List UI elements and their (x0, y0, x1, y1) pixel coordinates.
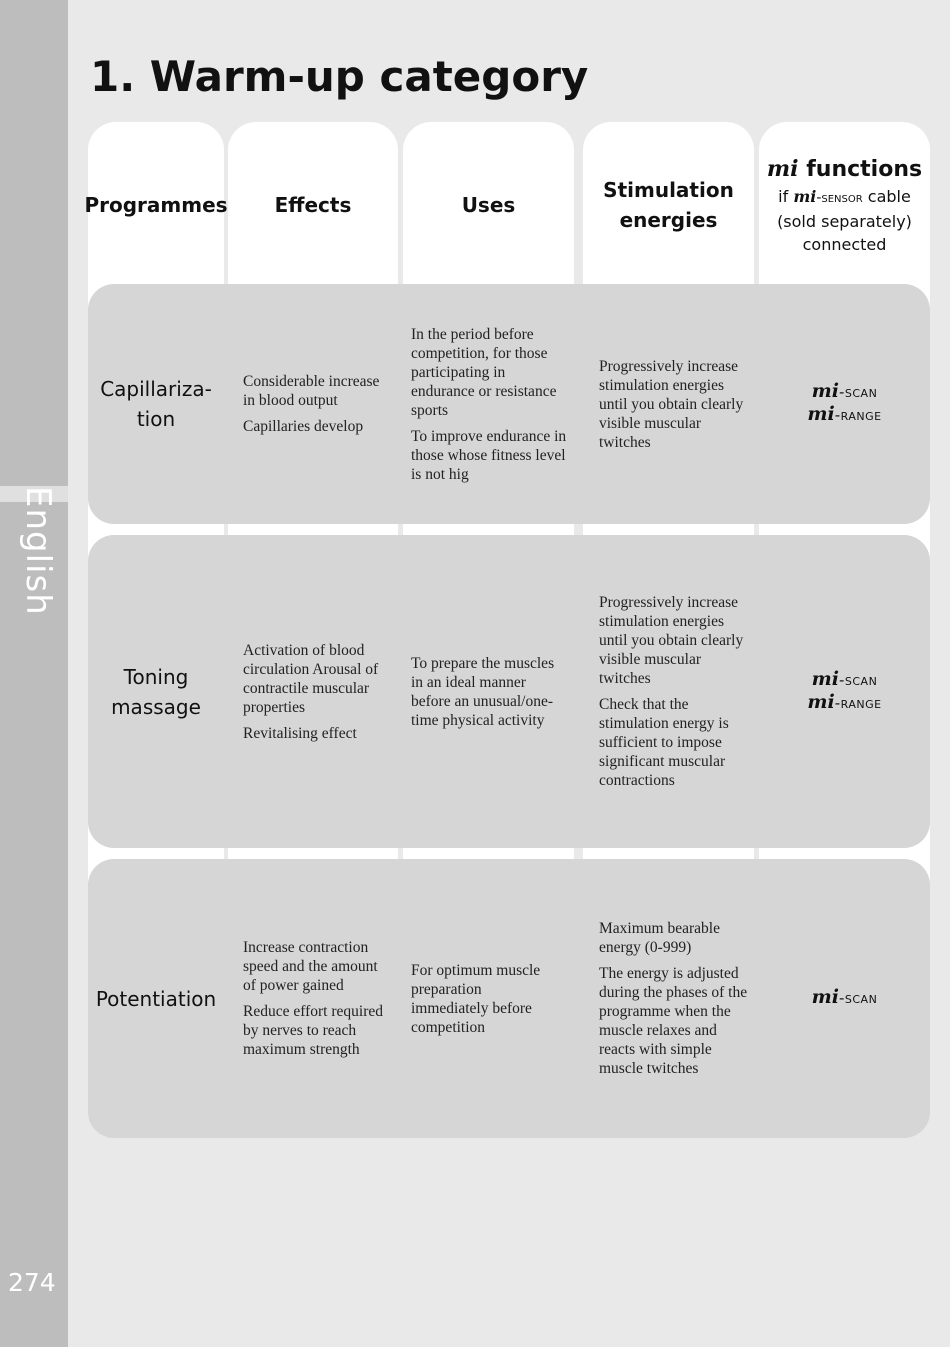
header-effects (228, 130, 398, 280)
mi-function-name: -scan (838, 383, 878, 401)
mi-note-sold: (sold separately) (777, 212, 912, 231)
programme-line1: Capillariza- (100, 377, 212, 401)
stimulation-cell (599, 859, 749, 1138)
stimulation-item: Progressively increase stimulation energies until you obtain clearly visible muscular twitches (599, 357, 744, 451)
mi-function-item (812, 669, 878, 692)
header-uses (403, 130, 574, 280)
programme-name (88, 859, 224, 1138)
header-mi-title (767, 154, 922, 185)
effects-cell (243, 284, 393, 524)
effect-item: Reduce effort required by nerves to reach maximum strength (243, 1003, 384, 1058)
mi-logo-icon: mi (766, 156, 799, 182)
header-mi-functions-label: functions (798, 157, 923, 182)
mi-function-name: -range (834, 693, 882, 712)
programme-line2: tion (136, 407, 176, 431)
effects-cell (243, 535, 395, 848)
stimulation-cell (599, 535, 749, 848)
mi-logo-icon: mi (807, 403, 835, 425)
header-programmes (84, 130, 228, 280)
uses-cell (411, 284, 569, 524)
uses-cell (411, 859, 561, 1138)
programme-line1: Potentiation (95, 986, 217, 1011)
mi-note-cable: cable (862, 187, 911, 206)
mi-logo-icon: mi (811, 380, 839, 402)
header-effects-label: Effects (274, 193, 352, 217)
mi-logo-icon: mi (811, 986, 839, 1008)
page-number: 274 (8, 1268, 56, 1297)
use-item: To prepare the muscles in an ideal manner before an unusual/one-time physical activity (411, 654, 555, 729)
header-programmes-label: Programmes (84, 193, 228, 217)
use-item: For optimum muscle preparation immediately before competition (411, 961, 541, 1036)
use-item: To improve endurance in those whose fitness level is not hig (411, 427, 567, 483)
use-item: In the period before competition, for those participating in endurance or resistance sports (411, 325, 557, 419)
stimulation-item: Progressively increase stimulation energies until you obtain clearly visible muscular twitches (599, 594, 744, 687)
mi-functions-cell (759, 535, 930, 848)
mi-note-connected: connected (802, 235, 887, 254)
stimulation-item: Maximum bearable energy (0-999) (599, 920, 720, 956)
programme-line2: massage (111, 694, 201, 719)
effect-item: Considerable increase in blood output (243, 373, 380, 409)
mi-functions-cell (759, 284, 930, 524)
mi-logo-icon: mi (807, 690, 835, 713)
programme-name (88, 284, 224, 524)
header-mi-functions (759, 130, 930, 280)
mi-function-name: -range (834, 406, 882, 424)
language-label: English (18, 486, 58, 616)
stimulation-item: The energy is adjusted during the phases of the programme when the muscle relaxes and reacts with simple muscle twitches (599, 965, 748, 1077)
effect-item: Revitalising effect (243, 724, 357, 742)
side-strip (0, 0, 68, 1347)
mi-note-if: if (778, 187, 794, 206)
header-stimulation-line1: Stimulation (603, 178, 734, 202)
effect-item: Increase contraction speed and the amount of power gained (243, 939, 378, 994)
header-stimulation (583, 130, 754, 280)
mi-logo-icon: mi (793, 187, 817, 206)
mi-function-item (807, 404, 881, 427)
header-uses-label: Uses (461, 193, 516, 217)
programme-name (88, 535, 224, 848)
mi-function-item (812, 381, 878, 404)
uses-cell (411, 535, 561, 848)
header-stimulation-line2: energies (619, 208, 718, 232)
page-title: 1. Warm-up category (90, 52, 589, 101)
mi-function-name: -scan (838, 670, 878, 689)
mi-function-item (812, 987, 878, 1010)
header-mi-note (778, 185, 911, 210)
effect-item: Activation of blood circulation Arousal of contractile muscular properties (243, 641, 379, 716)
stimulation-cell (599, 284, 749, 524)
mi-functions-cell (759, 859, 930, 1138)
mi-function-name: -scan (838, 989, 878, 1007)
mi-logo-icon: mi (811, 667, 839, 690)
programme-line1: Toning (123, 664, 189, 689)
stimulation-item: Check that the stimulation energy is sufficient to impose significant muscular contractions (599, 696, 729, 789)
effects-cell (243, 859, 393, 1138)
mi-note-sensor: -sensor (816, 190, 863, 206)
effect-item: Capillaries develop (243, 418, 364, 435)
mi-function-item (807, 692, 881, 715)
